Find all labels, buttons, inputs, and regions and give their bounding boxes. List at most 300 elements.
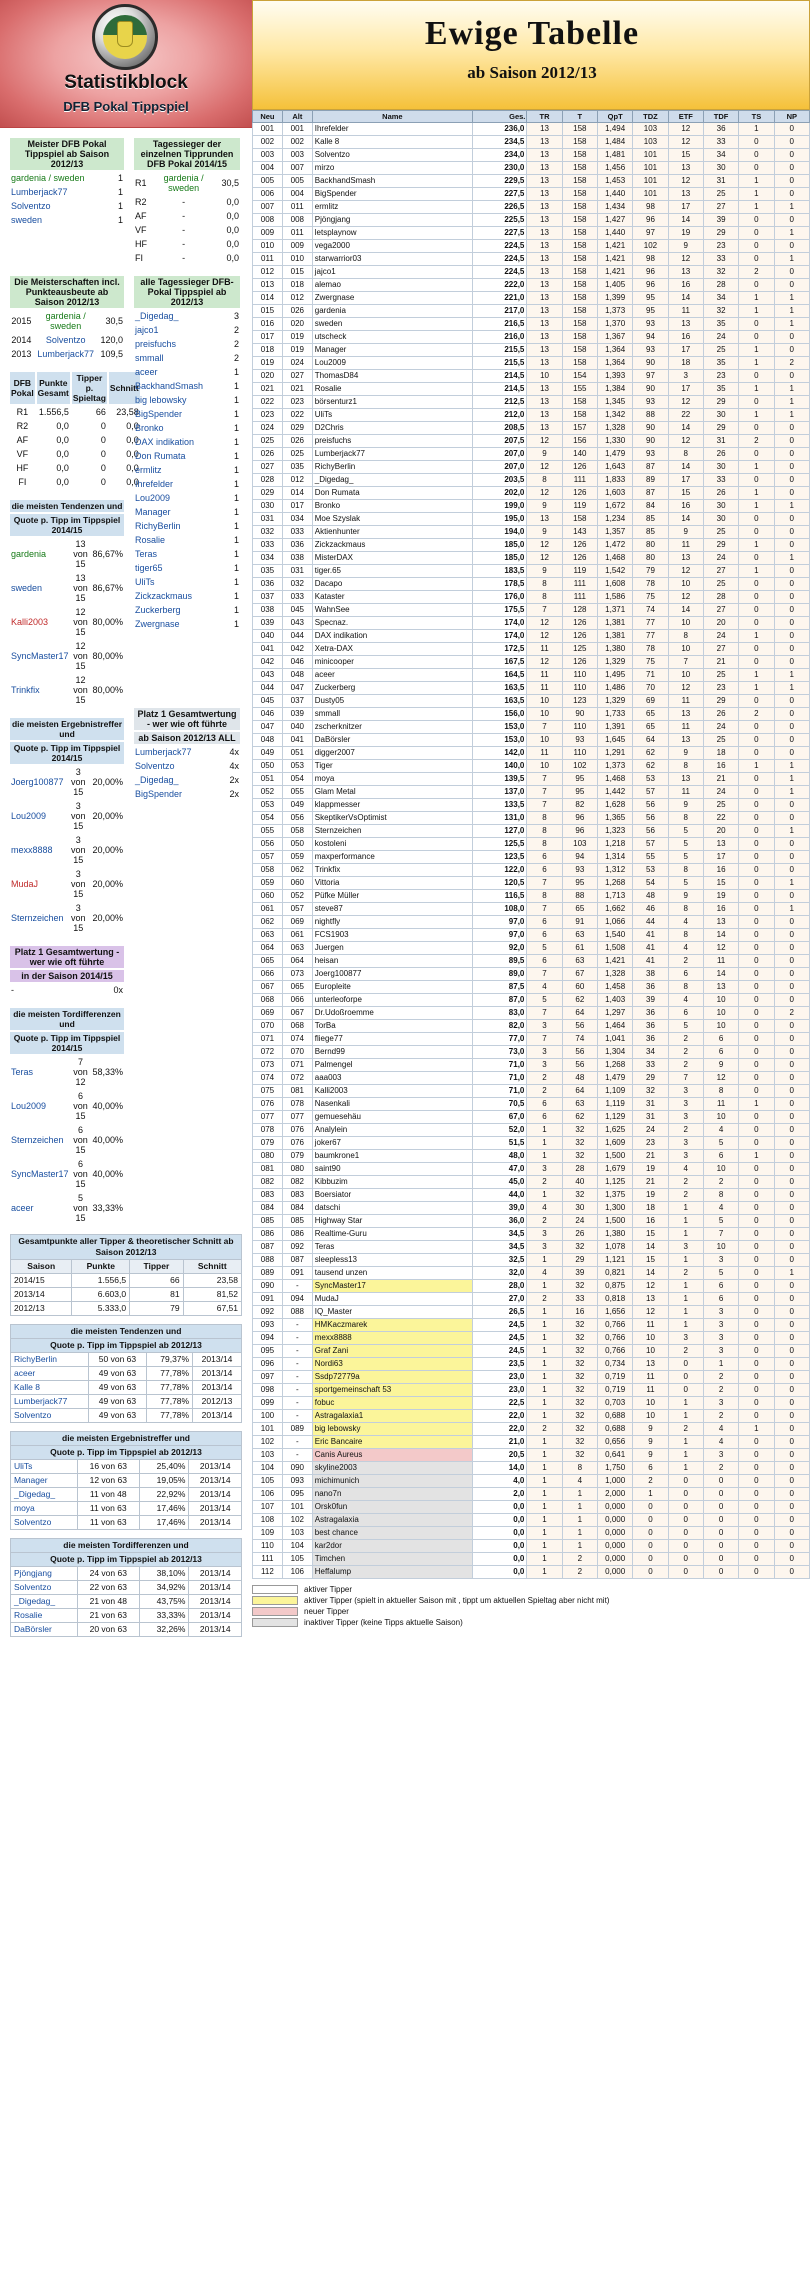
table-cell: 1,495 [598, 669, 633, 682]
table-cell: 1,119 [598, 1098, 633, 1111]
table-cell: 0 [633, 1553, 668, 1566]
table-row[interactable] [253, 292, 810, 305]
table-cell: 95 [633, 292, 668, 305]
table-row[interactable] [253, 903, 810, 916]
table-row[interactable] [253, 1046, 810, 1059]
table-row[interactable] [253, 708, 810, 721]
table-row[interactable] [253, 240, 810, 253]
col-ges[interactable]: Ges. [473, 111, 527, 123]
table-cell: 6 [527, 1098, 562, 1111]
player-points: 229,5 [473, 175, 527, 188]
table-row[interactable] [253, 1319, 810, 1332]
player-points: 14,0 [473, 1462, 527, 1475]
table-cell: 0 [739, 1007, 774, 1020]
legend-item [252, 1596, 810, 1605]
player-name: Rosalie [312, 383, 472, 396]
table-cell: 32 [562, 1397, 597, 1410]
table-cell: 0 [739, 747, 774, 760]
player-points: 224,5 [473, 253, 527, 266]
table-cell: 5 [668, 877, 703, 890]
table-row[interactable] [253, 760, 810, 773]
table-cell: 24 [703, 721, 738, 734]
table-row[interactable] [253, 1527, 810, 1540]
table-row[interactable] [253, 435, 810, 448]
table-row[interactable] [253, 1033, 810, 1046]
table-cell: 13 [527, 188, 562, 201]
table-cell: 0 [739, 1202, 774, 1215]
table-cell: 0 [739, 617, 774, 630]
table-cell: 0 [739, 1319, 774, 1332]
table-cell: 0 [739, 1163, 774, 1176]
table-row[interactable] [253, 929, 810, 942]
table-cell: 1,000 [598, 1475, 633, 1488]
table-cell: 019 [282, 344, 312, 357]
table-cell: 0 [774, 1527, 809, 1540]
table-row[interactable] [253, 539, 810, 552]
table-cell: 1,380 [598, 1228, 633, 1241]
table-cell: 2 [527, 1176, 562, 1189]
table-row[interactable] [253, 1111, 810, 1124]
table-cell: 0,000 [598, 1501, 633, 1514]
table-cell: 27 [703, 604, 738, 617]
table-row[interactable] [253, 747, 810, 760]
player-points: 203,5 [473, 474, 527, 487]
table-row[interactable] [253, 591, 810, 604]
table-row[interactable] [253, 279, 810, 292]
table-cell: 012 [282, 292, 312, 305]
table-row[interactable] [253, 344, 810, 357]
table-row[interactable] [253, 175, 810, 188]
table-row[interactable] [253, 1397, 810, 1410]
table-cell: 104 [253, 1462, 283, 1475]
table-cell: 13 [668, 552, 703, 565]
table-cell: 031 [282, 565, 312, 578]
table-cell: 058 [282, 825, 312, 838]
table-row[interactable] [253, 162, 810, 175]
table-cell: 13 [527, 175, 562, 188]
table-cell: 1 [527, 1436, 562, 1449]
table-cell: 5 [527, 942, 562, 955]
table-cell: 30 [703, 461, 738, 474]
table-row[interactable] [253, 669, 810, 682]
table-cell: 1 [668, 1228, 703, 1241]
table-row[interactable] [253, 1514, 810, 1527]
table-cell: 1 [774, 318, 809, 331]
table-cell: 54 [633, 877, 668, 890]
table-cell: 4 [527, 1202, 562, 1215]
table-cell: 0 [774, 1332, 809, 1345]
table-cell: 067 [253, 981, 283, 994]
table-row[interactable] [253, 136, 810, 149]
table-row[interactable] [253, 201, 810, 214]
table-row[interactable] [253, 1371, 810, 1384]
table-cell: 23 [703, 682, 738, 695]
table-cell: 13 [668, 162, 703, 175]
table-cell: 1,679 [598, 1163, 633, 1176]
table-row[interactable] [253, 1085, 810, 1098]
table-cell: 2 [668, 1176, 703, 1189]
table-row[interactable] [253, 1449, 810, 1462]
player-name: ThomasD84 [312, 370, 472, 383]
player-name: BigSpender [312, 188, 472, 201]
table-row[interactable] [253, 877, 810, 890]
table-cell: 1 [562, 1501, 597, 1514]
table-cell: 054 [282, 773, 312, 786]
table-row[interactable] [253, 916, 810, 929]
table-row[interactable] [253, 500, 810, 513]
table-cell: 6 [703, 1033, 738, 1046]
table-cell: 1 [527, 1345, 562, 1358]
table-cell: 5 [527, 994, 562, 1007]
table-cell: 1 [527, 1332, 562, 1345]
table-cell: 1,129 [598, 1111, 633, 1124]
table-row[interactable] [253, 942, 810, 955]
col-etf[interactable]: ETF [668, 111, 703, 123]
table-cell: 086 [253, 1228, 283, 1241]
table-cell: 0 [774, 1098, 809, 1111]
table-cell: 0,818 [598, 1293, 633, 1306]
table-row[interactable] [253, 1280, 810, 1293]
table-cell: 0 [774, 1189, 809, 1202]
table-cell: 028 [253, 474, 283, 487]
table-cell: 2 [739, 708, 774, 721]
player-name: SkeptikerVsOptimist [312, 812, 472, 825]
table-row[interactable] [253, 1059, 810, 1072]
player-name: jajco1 [312, 266, 472, 279]
table-cell: 11 [668, 539, 703, 552]
table-cell: 027 [253, 461, 283, 474]
table-cell: 110 [253, 1540, 283, 1553]
player-name: letsplaynow [312, 227, 472, 240]
table-cell: 90 [633, 435, 668, 448]
table-row[interactable] [253, 1137, 810, 1150]
table-cell: 007 [282, 162, 312, 175]
table-cell: 0 [774, 1085, 809, 1098]
table-cell: 049 [253, 747, 283, 760]
table-row[interactable] [253, 123, 810, 136]
table-row[interactable] [253, 825, 810, 838]
table-row[interactable] [253, 149, 810, 162]
table-row[interactable] [253, 864, 810, 877]
table-row[interactable] [253, 1332, 810, 1345]
table-cell: 8 [668, 448, 703, 461]
table-cell: 0 [739, 942, 774, 955]
table-cell: 002 [253, 136, 283, 149]
table-cell: 017 [282, 500, 312, 513]
table-cell: 094 [253, 1332, 283, 1345]
table-row[interactable] [253, 1436, 810, 1449]
table-row[interactable] [253, 266, 810, 279]
table-cell: 1 [527, 1254, 562, 1267]
table-row[interactable] [253, 1501, 810, 1514]
table-cell: 17 [668, 474, 703, 487]
table-row[interactable] [253, 682, 810, 695]
col-name[interactable]: Name [312, 111, 472, 123]
table-row[interactable] [253, 396, 810, 409]
col-tdf[interactable]: TDF [703, 111, 738, 123]
table-cell: 48 [633, 890, 668, 903]
table-row[interactable] [253, 370, 810, 383]
player-name: Aktienhunter [312, 526, 472, 539]
table-cell: 065 [253, 955, 283, 968]
player-name: Kibbuzim [312, 1176, 472, 1189]
table-row[interactable] [253, 1241, 810, 1254]
player-points: 175,5 [473, 604, 527, 617]
table-row[interactable] [253, 1475, 810, 1488]
table-cell: 9 [668, 240, 703, 253]
table-cell: 2 [562, 1566, 597, 1579]
table-cell: 0 [739, 929, 774, 942]
table-row[interactable] [253, 604, 810, 617]
table-row[interactable] [253, 773, 810, 786]
table-cell: 036 [253, 578, 283, 591]
table-cell: 091 [282, 1267, 312, 1280]
table-row[interactable] [253, 1540, 810, 1553]
table-row[interactable] [253, 513, 810, 526]
table-cell: 0 [774, 968, 809, 981]
table-row[interactable] [253, 695, 810, 708]
table-row[interactable] [253, 656, 810, 669]
table-row[interactable] [253, 1150, 810, 1163]
table-cell: 13 [527, 513, 562, 526]
table-cell: 156 [562, 435, 597, 448]
player-points: 34,5 [473, 1241, 527, 1254]
player-points: 87,0 [473, 994, 527, 1007]
table-cell: 1 [527, 1371, 562, 1384]
table-cell: 0 [774, 838, 809, 851]
table-cell: 13 [527, 305, 562, 318]
table-row[interactable] [253, 422, 810, 435]
table-cell: 1,494 [598, 123, 633, 136]
table-row[interactable] [253, 305, 810, 318]
right-panel [252, 0, 810, 2273]
player-points: 164,5 [473, 669, 527, 682]
player-points: 185,0 [473, 552, 527, 565]
table-cell: 1 [527, 1540, 562, 1553]
table-cell: 0,766 [598, 1332, 633, 1345]
table-row[interactable] [253, 383, 810, 396]
table-row[interactable] [253, 734, 810, 747]
table-row[interactable] [253, 968, 810, 981]
table-row[interactable] [253, 981, 810, 994]
table-row[interactable] [253, 1293, 810, 1306]
table-row[interactable] [253, 1462, 810, 1475]
table-row[interactable] [253, 214, 810, 227]
table-cell: 93 [562, 734, 597, 747]
table-row[interactable] [253, 1410, 810, 1423]
table-row[interactable] [253, 1072, 810, 1085]
table-row[interactable] [253, 955, 810, 968]
table-row[interactable] [253, 227, 810, 240]
table-cell: 1 [527, 1488, 562, 1501]
table-row[interactable] [253, 838, 810, 851]
table-cell: 008 [282, 214, 312, 227]
player-points: 82,0 [473, 1020, 527, 1033]
table-cell: 0 [774, 240, 809, 253]
player-name: gemuesehäu [312, 1111, 472, 1124]
table-cell: 1,479 [598, 448, 633, 461]
col-tr[interactable]: TR [527, 111, 562, 123]
table-cell: 053 [282, 760, 312, 773]
player-points: 125,5 [473, 838, 527, 851]
player-name: Xetra-DAX [312, 643, 472, 656]
table-row[interactable] [253, 487, 810, 500]
table-row[interactable] [253, 1189, 810, 1202]
table-cell: 11 [527, 682, 562, 695]
table-row[interactable] [253, 1423, 810, 1436]
player-name: aaa003 [312, 1072, 472, 1085]
player-points: 89,0 [473, 968, 527, 981]
table-cell: 74 [562, 1033, 597, 1046]
table-row[interactable] [253, 1020, 810, 1033]
table-cell: 092 [253, 1306, 283, 1319]
table-cell: 1 [739, 188, 774, 201]
table-row[interactable] [253, 630, 810, 643]
table-row[interactable] [253, 552, 810, 565]
table-row[interactable] [253, 1124, 810, 1137]
table-cell: 119 [562, 500, 597, 513]
table-row[interactable] [253, 448, 810, 461]
col-np[interactable]: NP [774, 111, 809, 123]
legend-label: neuer Tipper [304, 1607, 349, 1616]
table-row[interactable] [253, 1345, 810, 1358]
table-cell: 7 [527, 604, 562, 617]
player-points: 24,5 [473, 1345, 527, 1358]
table-row[interactable] [253, 851, 810, 864]
table-cell: 6 [527, 864, 562, 877]
table-row[interactable] [253, 253, 810, 266]
table-cell: 4 [668, 916, 703, 929]
table-cell: 085 [282, 1215, 312, 1228]
table-cell: 19 [668, 227, 703, 240]
table-cell: 12 [527, 539, 562, 552]
table-cell: 22 [668, 409, 703, 422]
table-row[interactable] [253, 318, 810, 331]
table-row[interactable] [253, 721, 810, 734]
table-row[interactable] [253, 643, 810, 656]
table-cell: 101 [633, 188, 668, 201]
table-cell: 62 [633, 760, 668, 773]
table-row[interactable] [253, 1358, 810, 1371]
table-cell: 018 [282, 279, 312, 292]
table-cell: 94 [633, 331, 668, 344]
table-row[interactable] [253, 565, 810, 578]
table-cell: 010 [253, 240, 283, 253]
table-row[interactable] [253, 1306, 810, 1319]
col-neu[interactable]: Neu [253, 111, 283, 123]
table-row[interactable] [253, 1163, 810, 1176]
table-cell: 21 [633, 1176, 668, 1189]
table-cell: 1 [527, 1397, 562, 1410]
table-row[interactable] [253, 409, 810, 422]
col-tdz[interactable]: TDZ [633, 111, 668, 123]
table-row[interactable] [253, 1228, 810, 1241]
table-cell: 035 [253, 565, 283, 578]
table-row[interactable] [253, 890, 810, 903]
table-row[interactable] [253, 1202, 810, 1215]
table-row[interactable] [253, 799, 810, 812]
player-points: 39,0 [473, 1202, 527, 1215]
table-row[interactable] [253, 1267, 810, 1280]
table-cell: 17 [703, 851, 738, 864]
table-row[interactable] [253, 357, 810, 370]
table-row[interactable] [253, 617, 810, 630]
table-cell: 1 [739, 669, 774, 682]
table-cell: 0 [739, 526, 774, 539]
table-row[interactable] [253, 1007, 810, 1020]
col-alt[interactable]: Alt [282, 111, 312, 123]
table-row[interactable] [253, 1384, 810, 1397]
table-row[interactable] [253, 994, 810, 1007]
table-cell: 0 [774, 1540, 809, 1553]
table-row[interactable] [253, 188, 810, 201]
table-cell: 0 [739, 1254, 774, 1267]
table-row[interactable] [253, 812, 810, 825]
table-row[interactable] [253, 1553, 810, 1566]
table-row[interactable] [253, 331, 810, 344]
col-qpt[interactable]: QpT [598, 111, 633, 123]
table-cell: 82 [562, 799, 597, 812]
player-name: DAX indikation [312, 630, 472, 643]
table-cell: - [282, 1345, 312, 1358]
player-points: 172,5 [473, 643, 527, 656]
tordifferenzen-all-table: die meisten Tordifferenzen und Quote p. Tipp im Tippspiel ab 2012/13 Pjöngjang 24 von 63 38,10% 2013/14 Solventzo 22 von 63 34,92% 2013/14 _Digedag_ 21 von 48 43,75% 2013/14 Rosalie 21 von 63 33,33% 2013/14 DaBörsler 20 von 63 32,26% 2013/14 [10, 1538, 242, 1637]
table-row[interactable] [253, 461, 810, 474]
table-row[interactable] [253, 786, 810, 799]
table-cell: 110 [562, 682, 597, 695]
table-cell: 0 [739, 396, 774, 409]
table-cell: 14 [668, 604, 703, 617]
table-row[interactable] [253, 578, 810, 591]
table-cell: 0 [739, 552, 774, 565]
table-cell: 3 [703, 1254, 738, 1267]
player-points: 207,0 [473, 448, 527, 461]
table-cell: 044 [253, 682, 283, 695]
table-row[interactable] [253, 1176, 810, 1189]
table-cell: 29 [703, 539, 738, 552]
col-t[interactable]: T [562, 111, 597, 123]
table-cell: 0 [739, 474, 774, 487]
player-name: Orsk0fun [312, 1501, 472, 1514]
table-cell: 13 [703, 981, 738, 994]
table-cell: 063 [253, 929, 283, 942]
table-cell: 1,380 [598, 643, 633, 656]
table-cell: 11 [703, 1098, 738, 1111]
table-row[interactable] [253, 1215, 810, 1228]
table-row[interactable] [253, 1566, 810, 1579]
player-name: smmall [312, 708, 472, 721]
table-cell: 74 [633, 604, 668, 617]
table-cell: 0 [774, 1436, 809, 1449]
table-cell: 096 [253, 1358, 283, 1371]
table-row[interactable] [253, 474, 810, 487]
table-cell: 012 [282, 474, 312, 487]
table-row[interactable] [253, 1488, 810, 1501]
table-cell: 0 [774, 929, 809, 942]
table-cell: 0 [774, 1137, 809, 1150]
table-row[interactable] [253, 1254, 810, 1267]
col-ts[interactable]: TS [739, 111, 774, 123]
table-row[interactable] [253, 526, 810, 539]
table-cell: 1 [774, 877, 809, 890]
table-cell: 1,109 [598, 1085, 633, 1098]
table-cell: 0 [668, 1527, 703, 1540]
table-row[interactable] [253, 1098, 810, 1111]
table-cell: 1,297 [598, 1007, 633, 1020]
table-cell: 099 [253, 1397, 283, 1410]
table-cell: 103 [562, 838, 597, 851]
table-cell: 1,375 [598, 1189, 633, 1202]
